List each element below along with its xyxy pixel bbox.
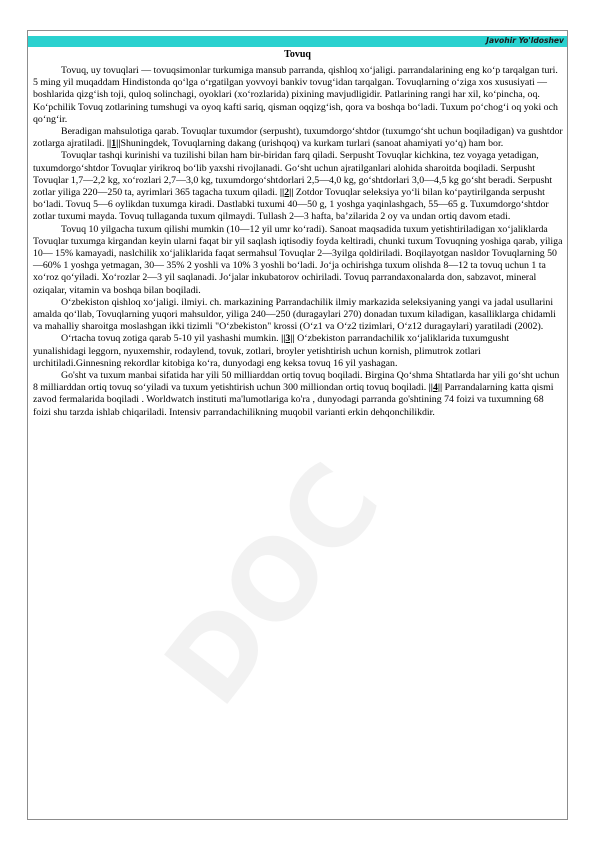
paragraph <box>33 297 563 334</box>
page-title: Tovuq <box>284 49 311 60</box>
paragraph-text: O‘rtacha tovuq zotiga qarab 5-10 yil yashashi mumkin. <box>61 333 282 345</box>
paragraph-text: O‘zbekiston parrandachilik xo‘jaliklarida tuxumgusht yunalishidagi leggorn, nyuxemshir, rodaylend, tovuk, zotlari, broyler yetishtirish uchun kornish, plimutrok zotlari urchitiladi.Ginnesning rekordlar kitobiga ko‘ra, dunyodagi eng keksa tovuq 16 yil yashagan. <box>33 333 509 369</box>
paragraph-text: Tovuq 10 yilgacha tuxum qilishi mumkin (10—12 yil umr ko‘radi). Sanoat maqsadida tuxum yetishtiriladigan xo‘jaliklarda Tovuqlar tuxumga kirgandan keyin ularni faqat bir yil saqlash iqtisodiy foyda keltiradi, chunki tuxum Tovuqning yoshiga qarab, yiliga 10— 15% kamayadi, naslchilik xo‘jaliklarida faqat sermahsul Tovuqlar 2—3yilga qoldiriladi. Boqilayotgan nasldor Tovuqlarning 50—60% 1 yoshga yetmagan, 30— 35% 2 yoshli va 10% 3 yoshli bo‘ladi. Jo‘ja ochirishga tuxum olishda 8—12 ta tovuq uchun 1 ta xo‘roz qo‘yiladi. Xo‘rozlar 2—3 yil saqlanadi. Jo‘jalar inkubatorov ochiriladi. Tovuq parrandaxonalarda don, sabzavot, mineral oziqalar, vitamin va boshqa bilan boqiladi. <box>33 223 563 296</box>
paragraph-text: Go'sht va tuxum manbai sifatida har yili 50 milliarddan ortiq tovuq boqiladi. Birgina Qo‘shma Shtatlarda har yili go‘sht uchun 8 milliarddan ortiq tovuq so‘yiladi va tuxum yetishtirish uchun 300 milliondan ortiq tovuq boqiladi. <box>33 370 560 394</box>
reference-link[interactable]: ||3|| <box>281 333 295 345</box>
paragraph <box>33 333 563 370</box>
paragraph <box>33 224 563 297</box>
paragraph <box>33 150 563 223</box>
paragraph-text: Tovuqlar tashqi kurinishi va tuzilishi bilan ham bir-biridan farq qiladi. Serpusht Tovuqlar kichkina, tez voyaga yetadigan, tuxumdorgo‘shtdor Tovuqlar yirikroq bo‘lib yaxshi rivojlanadi. Go‘sht uchun ajratilganlari alohida sharoitda boqiladi. Serpusht Tovuqlar 1,7—2,2 kg, xo‘rozlari 2,7—3,0 kg, tuxumdorgo‘shtdorlari 2,5—4,0 kg, go‘shtdorlari 3,0—4,5 kg go‘sht beradi. Serpusht zotlar yiliga 220—250 ta, ayrimlari 365 tagacha tuxum qiladi. <box>33 150 553 199</box>
paragraph <box>33 65 563 126</box>
reference-link[interactable]: ||1|| <box>106 138 121 150</box>
paragraph-text: Beradigan mahsulotiga qarab. Tovuqlar tuxumdor (serpusht), tuxumdorgo‘shtdor (tuxumgo‘sht uchun boqiladigan) va gushtdor zotlarga ajratiladi. <box>33 126 563 150</box>
paragraph-text: Parrandalarning katta qismi zavod fermalarida boqiladi . Worldwatch instituti ma'lumotlariga ko'ra , dunyodagi parranda go'shtining 74 foizi va tuxumning 68 foizi shu tarzda ishlab chiqariladi. Intensiv parrandachilikning muqobil varianti erkin dehqonchilikdir. <box>33 382 554 418</box>
article-body <box>33 65 563 419</box>
reference-link[interactable]: ||2|| <box>279 187 294 199</box>
watermark: DOC <box>140 439 405 729</box>
paragraph <box>33 370 563 419</box>
paragraph <box>33 126 563 150</box>
paragraph-text: Zotdor Tovuqlar seleksiya yo‘li bilan ko‘paytirilganda serpusht bo‘ladi. Tovuq 5—6 oylikdan tuxumga kiradi. Dastlabki tuxumi 40—50 g, 1 yoshga yaqinlashgach, 55—65 g. Tuxumdorgo‘shtdor zotlar tuxumi mayda. Tovuq tullaganda tuxum qilmaydi. Tullash 2—3 hafta, ba’zilarida 2 oy va undan ortiq davom etadi. <box>33 187 549 223</box>
paragraph-text: Shuningdek, Tovuqlarning dakang (urishqoq) va kurkam turlari (sanoat ahamiyati yo‘q) ham bor. <box>120 138 504 150</box>
reference-link[interactable]: ||4|| <box>428 382 443 394</box>
author-name: Javohir Yo'ldoshev <box>486 36 564 45</box>
paragraph-text: O‘zbekiston qishloq xo‘jaligi. ilmiyi. ch. markazining Parrandachilik ilmiy markazida seleksiyaning yangi va jadal usullarini amalda qo‘llab, Tovuqlarning yuqori mahsuldor, yiliga 240—250 (duragaylari 270) donadan tuxum kiladigan, kasalliklarga chidamli va mahalliy sharoitga moslashgan ikki tizimli "O‘zbekiston" krossi (O‘z1 va O‘z2 tizimlari, O‘z12 duragaylari) yaratiladi (2002). <box>33 296 556 333</box>
paragraph-text: Tovuq, uy tovuqlari — tovuqsimonlar turkumiga mansub parranda, qishloq xo‘jaligi. parrandalarining eng ko‘p tarqalgan turi. 5 ming yil muqaddam Hindistonda qo‘lga o‘rgatilgan yovvoyi bankiv tovug‘idan tarqalgan. Tovuqlarning o‘ziga xos xususiyati — boshlarida qizg‘ish toji, quloq solinchagi, oyoklari (xo‘rozlarida) pixining mavjudligidir. Patlarining rangi har xil, ko‘pincha, oq. Ko‘pchilik Tovuq zotlarining tumshugi va oyoq kafti sariq, qisman oqqizg‘ish, qora va boshqa bo‘ladi. Tuxum po‘chog‘i oq yoki och qo‘ng‘ir. <box>33 65 558 125</box>
